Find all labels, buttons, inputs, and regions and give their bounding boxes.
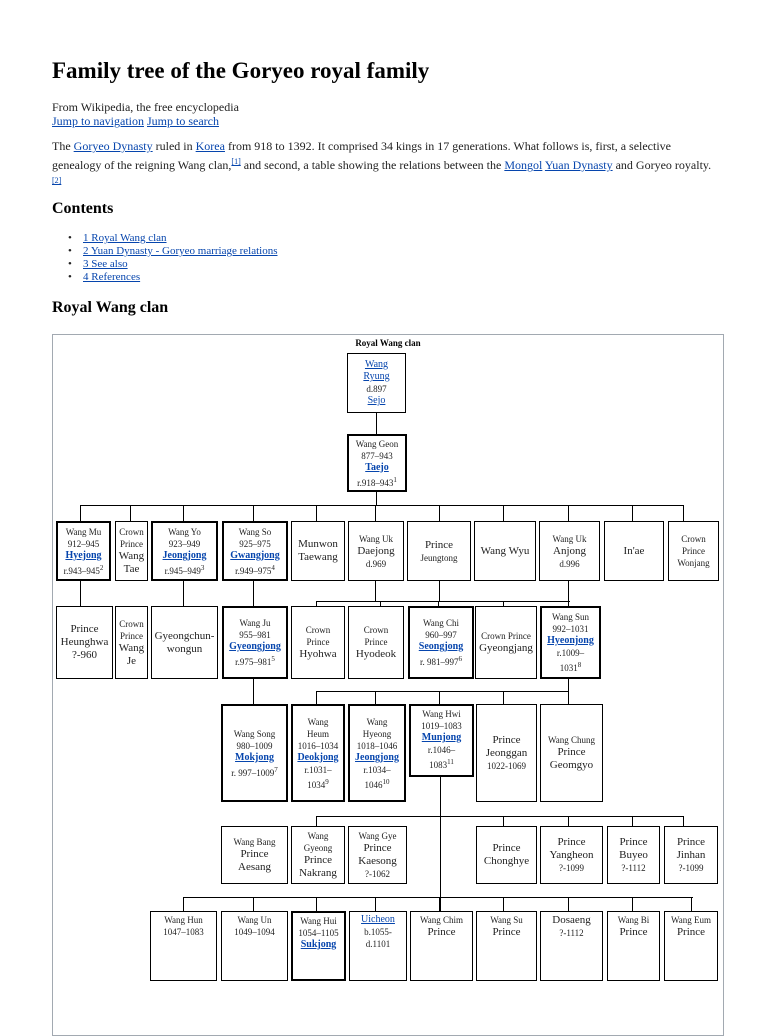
wang-heum-name-2: Heum bbox=[307, 728, 329, 739]
wang-chi-name: Wang Chi bbox=[422, 618, 460, 628]
wang-geon-reign bbox=[357, 474, 397, 489]
gyeongchun-name-1: Gyeongchun- bbox=[154, 629, 215, 642]
wang-je-name-2: Je bbox=[126, 654, 137, 667]
connector-line bbox=[440, 775, 441, 925]
wang-un-name: Wang Un bbox=[237, 915, 272, 925]
wang-sun-name: Wang Sun bbox=[551, 612, 590, 622]
node-wang-gye bbox=[348, 826, 407, 884]
hyohwa-title-1: Crown bbox=[305, 625, 331, 635]
node-wang-bi bbox=[607, 911, 660, 981]
hyodeok-name: Hyodeok bbox=[355, 648, 397, 660]
wang-ryung-link[interactable] bbox=[363, 359, 389, 383]
node-wang-hui bbox=[291, 911, 346, 981]
jinhan-title: Prince bbox=[676, 836, 706, 848]
section-heading-royal-wang-clan: Royal Wang clan bbox=[52, 299, 169, 316]
node-buyeo bbox=[607, 826, 660, 884]
wang-so-order: 4 bbox=[271, 563, 275, 572]
connector-line bbox=[316, 691, 317, 704]
hyodeok-title-2: Prince bbox=[364, 637, 388, 647]
heunghwa-name: Heunghwa bbox=[60, 636, 109, 648]
yangheon-name: Yangheon bbox=[549, 849, 594, 861]
wang-hyeong-reign-end-text: 1046 bbox=[364, 779, 383, 790]
gwangjong-link[interactable]: Gwangjong bbox=[230, 549, 280, 561]
buyeo-years: ?-1112 bbox=[621, 863, 646, 873]
korea-link[interactable]: Korea bbox=[195, 139, 225, 153]
wang-je-name-1: Wang bbox=[118, 641, 145, 654]
wang-gye-title: Prince bbox=[363, 842, 392, 854]
wang-su-name: Wang Su bbox=[490, 915, 523, 925]
connector-line bbox=[503, 691, 504, 704]
intro-paragraph bbox=[52, 138, 712, 192]
toc-link-references[interactable]: 4 References bbox=[83, 271, 141, 283]
wang-mu-name: Wang Mu bbox=[65, 526, 102, 537]
connector-line bbox=[439, 897, 440, 911]
wang-heum-reign-end-text: 1034 bbox=[307, 779, 326, 790]
connector-line bbox=[183, 897, 693, 898]
wang-ju-name: Wang Ju bbox=[239, 618, 271, 628]
wang-chi-reign bbox=[420, 653, 462, 668]
wang-hyeong-reign: r.1034– bbox=[363, 764, 391, 775]
connector-line bbox=[691, 897, 692, 911]
wang-so-name: Wang So bbox=[238, 526, 272, 537]
wang-bang-name: Wang Bang bbox=[233, 837, 276, 847]
connector-line bbox=[375, 691, 376, 704]
connector-line bbox=[253, 505, 254, 521]
buyeo-name: Buyeo bbox=[619, 849, 648, 861]
node-wang-hun bbox=[150, 911, 217, 981]
node-wang-sun bbox=[540, 606, 601, 679]
toc-item bbox=[68, 258, 277, 271]
uicheon-birth: b.1055- bbox=[364, 927, 392, 937]
hyohwa-title-2: Prince bbox=[306, 637, 330, 647]
wang-ryung-name-2: Ryung bbox=[363, 371, 390, 382]
connector-line bbox=[568, 816, 569, 826]
yangheon-title: Prince bbox=[557, 836, 586, 848]
connector-line bbox=[440, 816, 441, 826]
wang-bi-title: Prince bbox=[619, 926, 648, 938]
wang-sun-order: 8 bbox=[577, 661, 582, 669]
wang-geon-years: 877–943 bbox=[361, 450, 393, 461]
wang-heum-reign: r.1031– bbox=[304, 764, 332, 775]
node-wang-eum bbox=[664, 911, 718, 981]
wang-tae-name-2: Tae bbox=[123, 563, 140, 575]
article-subheader bbox=[52, 100, 239, 128]
wang-song-order: 7 bbox=[274, 765, 278, 774]
wang-chi-years: 960–997 bbox=[425, 630, 457, 640]
wang-heum-name-1: Wang bbox=[307, 716, 329, 727]
wang-wyu-name: Wang Wyu bbox=[480, 544, 530, 557]
connector-line bbox=[183, 581, 184, 606]
intro-text: and second, a table showing the relations between the bbox=[240, 158, 505, 172]
connector-line bbox=[632, 505, 633, 521]
yangheon-years: ?-1099 bbox=[559, 863, 584, 873]
node-yangheon bbox=[540, 826, 603, 884]
connector-line bbox=[568, 679, 569, 691]
node-chonghye bbox=[476, 826, 537, 884]
connector-line bbox=[568, 691, 569, 704]
connector-line bbox=[316, 816, 317, 826]
intro-text: and Goryeo royalty. bbox=[612, 158, 712, 172]
connector-line bbox=[183, 505, 184, 521]
connector-line bbox=[380, 601, 570, 602]
wang-eum-title: Prince bbox=[676, 926, 706, 938]
wang-sun-years: 992–1031 bbox=[552, 624, 589, 634]
node-wang-so bbox=[222, 521, 288, 581]
connector-line bbox=[568, 505, 569, 521]
wang-ju-years: 955–981 bbox=[239, 630, 271, 640]
wang-su-title: Prince bbox=[492, 926, 521, 938]
wang-geon-reign-text: r.918–943 bbox=[357, 477, 394, 488]
uicheon-death: d.1101 bbox=[365, 939, 391, 949]
wang-heum-years: 1016–1034 bbox=[297, 740, 339, 751]
node-jeonggan bbox=[476, 704, 537, 802]
jinhan-name: Jinhan bbox=[676, 849, 706, 861]
intro-text: The bbox=[52, 139, 74, 153]
wang-hun-years: 1047–1083 bbox=[163, 927, 204, 937]
connector-line bbox=[376, 413, 377, 434]
wang-hyeong-years: 1018–1046 bbox=[356, 740, 398, 751]
taejo-link[interactable]: Taejo bbox=[365, 461, 389, 473]
wang-ju-order: 5 bbox=[271, 655, 275, 663]
node-wang-tae bbox=[115, 521, 148, 581]
node-dosaeng bbox=[540, 911, 603, 981]
wang-uk-anjong-title: Anjong bbox=[553, 544, 586, 557]
connector-line bbox=[439, 691, 440, 704]
wang-hwi-name: Wang Hwi bbox=[422, 709, 461, 719]
connector-line bbox=[375, 505, 376, 521]
node-wang-geon bbox=[347, 434, 407, 492]
connector-line bbox=[503, 897, 504, 911]
sejo-link[interactable]: Sejo bbox=[367, 395, 386, 406]
jeongjong-link[interactable]: Jeongjong bbox=[162, 549, 207, 561]
node-heunghwa bbox=[56, 606, 113, 679]
wang-song-name: Wang Song bbox=[233, 728, 276, 739]
yuan-dynasty-link[interactable]: Yuan Dynasty bbox=[544, 158, 613, 172]
wonjang-title-1: Crown bbox=[681, 534, 706, 544]
wang-eum-name: Wang Eum bbox=[670, 915, 712, 925]
connector-line bbox=[253, 581, 254, 606]
jeungtong-name: Jeungtong bbox=[420, 552, 458, 563]
wang-hyeong-name-1: Wang bbox=[366, 716, 388, 727]
wang-uk-anjong-death: d.996 bbox=[559, 558, 580, 569]
dosaeng-years: ?-1112 bbox=[559, 928, 584, 938]
node-wang-hwi bbox=[409, 704, 474, 777]
connector-line bbox=[253, 679, 254, 704]
node-wang-uk-daejong bbox=[348, 521, 404, 581]
wang-bi-name: Wang Bi bbox=[617, 915, 650, 925]
dosaeng-name: Dosaeng bbox=[552, 914, 591, 926]
deokjong-link[interactable]: Deokjong bbox=[297, 751, 339, 763]
wang-yo-reign bbox=[165, 562, 205, 577]
tree-caption: Royal Wang clan bbox=[355, 338, 421, 348]
connector-line bbox=[80, 505, 81, 521]
wang-gye-prince-name: Kaesong bbox=[358, 855, 397, 867]
munwon-title: Taewang bbox=[298, 551, 338, 563]
wang-sun-reign: r.1009– bbox=[556, 648, 585, 658]
wang-so-years: 925–975 bbox=[239, 538, 271, 549]
wang-ju-reign-text: r.975–981 bbox=[235, 657, 272, 667]
jump-to-navigation-link[interactable]: Jump to navigation bbox=[52, 114, 144, 128]
heunghwa-title: Prince bbox=[70, 623, 99, 635]
wang-tae-name-1: Wang bbox=[118, 550, 145, 562]
wang-yo-reign-text: r.945–949 bbox=[164, 565, 201, 576]
jeonggan-years: 1022-1069 bbox=[487, 761, 526, 771]
wang-gyeong-name-1: Wang bbox=[307, 831, 329, 841]
wang-uk-anjong-name: Wang Uk bbox=[552, 533, 587, 544]
jump-links bbox=[52, 114, 239, 128]
node-gyeongjang bbox=[475, 606, 537, 679]
node-hyodeok bbox=[348, 606, 404, 679]
node-wang-ju bbox=[222, 606, 288, 679]
wang-chim-name: Wang Chim bbox=[419, 915, 464, 925]
connector-line bbox=[503, 816, 504, 826]
connector-line bbox=[632, 816, 633, 826]
reference-2-link[interactable]: [2] bbox=[52, 176, 62, 185]
node-wang-gyeong bbox=[291, 826, 345, 884]
wang-gyeong-name-2: Gyeong bbox=[303, 843, 333, 853]
jeungtong-title: Prince bbox=[424, 538, 454, 551]
toc-link-royal-wang-clan[interactable]: 1 Royal Wang clan bbox=[83, 232, 167, 244]
wang-mu-reign bbox=[64, 562, 104, 577]
sukjong-link[interactable]: Sukjong bbox=[300, 939, 337, 950]
node-wang-song bbox=[221, 704, 288, 802]
table-of-contents bbox=[68, 232, 277, 284]
toc-item bbox=[68, 271, 277, 284]
wang-mu-years: 912–945 bbox=[67, 538, 100, 549]
wang-chung-name: Wang Chung bbox=[547, 735, 596, 745]
wang-song-reign-text: r. 997–1009 bbox=[231, 767, 275, 778]
wang-yo-order: 3 bbox=[200, 563, 205, 572]
connector-line bbox=[253, 897, 254, 911]
intro-text: from 918 to 1392. It comprised 34 kings in 17 generations. What follows is, first, a selective genealogy of the reigning Wang clan, bbox=[52, 139, 672, 172]
munwon-name: Munwon bbox=[298, 538, 338, 550]
jeonggan-name: Jeonggan bbox=[485, 747, 528, 759]
connector-line bbox=[375, 897, 376, 911]
wang-tae-title-2: Prince bbox=[120, 539, 143, 549]
node-wang-je bbox=[115, 606, 148, 679]
wang-chi-order: 6 bbox=[458, 655, 462, 663]
wang-hui-name: Wang Hui bbox=[300, 916, 337, 926]
wang-hyeong-name-2: Hyeong bbox=[362, 728, 392, 739]
wang-yo-years: 923–949 bbox=[168, 538, 201, 549]
connector-line bbox=[632, 897, 633, 911]
node-wang-chi bbox=[408, 606, 474, 679]
wang-mu-order: 2 bbox=[99, 563, 104, 572]
gyeongchun-name-2: wongun bbox=[166, 642, 203, 655]
node-hyohwa bbox=[291, 606, 345, 679]
wang-hyeong-reign-end bbox=[365, 776, 390, 791]
gyeongjong-link[interactable]: Gyeongjong bbox=[229, 641, 281, 652]
wang-uk-daejong-name: Wang Uk bbox=[358, 533, 394, 544]
jeonggan-title: Prince bbox=[492, 734, 521, 746]
wang-tae-title-1: Crown bbox=[119, 527, 144, 537]
node-wang-uk-anjong bbox=[539, 521, 600, 581]
gyeongjang-title: Crown Prince bbox=[481, 631, 531, 641]
wang-ryung-death: d.897 bbox=[366, 384, 387, 394]
connector-line bbox=[316, 816, 440, 817]
wang-so-reign-text: r.949–975 bbox=[235, 565, 272, 576]
wang-chi-reign-text: r. 981–997 bbox=[419, 657, 459, 667]
wang-bang-title: Prince bbox=[240, 848, 269, 860]
node-munwon bbox=[291, 521, 345, 581]
family-tree-chart bbox=[52, 334, 724, 1036]
gyeongjang-name: Gyeongjang bbox=[479, 642, 533, 654]
wang-song-years: 980–1009 bbox=[236, 740, 273, 751]
node-jinhan bbox=[664, 826, 718, 884]
node-wang-un bbox=[221, 911, 288, 981]
wang-hwi-order: 11 bbox=[447, 758, 454, 766]
connector-line bbox=[376, 491, 377, 505]
connector-line bbox=[130, 505, 131, 521]
wang-heum-reign-end bbox=[307, 776, 329, 791]
connector-line bbox=[568, 581, 569, 606]
connector-line bbox=[183, 897, 184, 911]
connector-line bbox=[80, 581, 81, 606]
wang-hun-name: Wang Hun bbox=[164, 915, 203, 925]
wang-geon-name: Wang Geon bbox=[355, 438, 399, 449]
wang-sun-reign-end-text: 1031 bbox=[559, 663, 578, 673]
wang-un-years: 1049–1094 bbox=[234, 927, 275, 937]
wang-hwi-years: 1019–1083 bbox=[421, 721, 462, 731]
heunghwa-years: ?-960 bbox=[71, 649, 98, 661]
connector-line bbox=[683, 505, 684, 521]
wang-chung-prince-name: Geomgyo bbox=[549, 759, 594, 771]
wang-chim-title: Prince bbox=[427, 926, 456, 938]
connector-line bbox=[316, 505, 317, 521]
chonghye-title: Prince bbox=[492, 842, 521, 854]
node-wonjang bbox=[668, 521, 719, 581]
jeongjong-2-link[interactable]: Jeongjong bbox=[355, 751, 399, 763]
wang-je-title-1: Crown bbox=[119, 618, 144, 629]
wang-heum-order: 9 bbox=[325, 777, 329, 786]
connector-line bbox=[683, 816, 684, 826]
mongol-link[interactable]: Mongol bbox=[504, 158, 543, 172]
contents-heading: Contents bbox=[52, 200, 114, 217]
connector-line bbox=[316, 691, 568, 692]
wang-so-reign bbox=[235, 562, 275, 577]
intro-text: ruled in bbox=[152, 139, 196, 153]
seongjong-link[interactable]: Seongjong bbox=[418, 641, 464, 652]
node-jeungtong bbox=[407, 521, 471, 581]
connector-line bbox=[440, 816, 683, 817]
node-wang-chim bbox=[410, 911, 473, 981]
node-wang-yo bbox=[151, 521, 218, 581]
wang-gye-years: ?-1062 bbox=[365, 869, 390, 879]
hyohwa-name: Hyohwa bbox=[299, 648, 337, 660]
node-uicheon bbox=[349, 911, 407, 981]
wang-gye-name: Wang Gye bbox=[358, 831, 397, 841]
goryeo-dynasty-link[interactable]: Goryeo Dynasty bbox=[73, 139, 153, 153]
uicheon-link[interactable]: Uicheon bbox=[361, 914, 395, 925]
wang-hui-years: 1054–1105 bbox=[298, 928, 339, 938]
node-inae bbox=[604, 521, 664, 581]
node-wang-wyu bbox=[474, 521, 536, 581]
wang-ryung-name-1: Wang bbox=[364, 359, 389, 370]
node-wang-bang bbox=[221, 826, 288, 884]
jinhan-years: ?-1099 bbox=[678, 863, 704, 873]
toc-item bbox=[68, 232, 277, 245]
wonjang-title-2: Prince bbox=[682, 546, 705, 556]
from-wikipedia-text: From Wikipedia, the free encyclopedia bbox=[52, 100, 239, 114]
node-wang-mu bbox=[56, 521, 111, 581]
munjong-link[interactable]: Munjong bbox=[421, 732, 462, 743]
wang-ju-reign bbox=[235, 653, 275, 668]
connector-line bbox=[503, 505, 504, 521]
wang-sun-reign-end bbox=[560, 659, 582, 674]
toc-link-yuan-goryeo[interactable]: 2 Yuan Dynasty - Goryeo marriage relations bbox=[83, 245, 278, 257]
wang-song-reign bbox=[231, 764, 278, 779]
jump-to-search-link[interactable]: Jump to search bbox=[147, 114, 219, 128]
toc-item bbox=[68, 245, 277, 258]
wang-geon-order: 1 bbox=[393, 475, 397, 484]
wang-hwi-reign-end-text: 1083 bbox=[429, 760, 448, 770]
node-wang-su bbox=[476, 911, 537, 981]
toc-link-see-also[interactable]: 3 See also bbox=[83, 258, 128, 270]
hyejong-link[interactable]: Hyejong bbox=[65, 549, 102, 561]
hyeonjong-link[interactable]: Hyeonjong bbox=[547, 635, 594, 646]
wang-mu-reign-text: r.943–945 bbox=[63, 565, 100, 576]
node-wang-ryung bbox=[347, 353, 406, 413]
wang-hyeong-order: 10 bbox=[382, 777, 390, 786]
connector-line bbox=[375, 581, 376, 601]
connector-line bbox=[316, 897, 317, 911]
reference-1-link[interactable]: [1] bbox=[231, 157, 241, 166]
connector-line bbox=[80, 505, 683, 506]
buyeo-title: Prince bbox=[619, 836, 648, 848]
mokjong-link[interactable]: Mokjong bbox=[235, 751, 274, 763]
inae-name: In'ae bbox=[623, 544, 645, 557]
page-title: Family tree of the Goryeo royal family bbox=[52, 58, 430, 83]
wang-chung-title: Prince bbox=[557, 746, 586, 758]
wang-hwi-reign-end bbox=[429, 756, 454, 771]
wang-uk-daejong-death: d.969 bbox=[365, 558, 387, 569]
wang-bang-prince-name: Aesang bbox=[238, 861, 271, 873]
wang-yo-name: Wang Yo bbox=[168, 526, 201, 537]
wang-gyeong-title: Prince bbox=[303, 854, 333, 866]
node-wang-chung bbox=[540, 704, 603, 802]
connector-line bbox=[439, 505, 440, 521]
wonjang-name: Wonjang bbox=[677, 558, 710, 568]
node-wang-hyeong bbox=[348, 704, 406, 802]
wang-hwi-reign: r.1046– bbox=[427, 745, 456, 755]
node-wang-heum bbox=[291, 704, 345, 802]
chonghye-name: Chonghye bbox=[483, 855, 530, 867]
wang-uk-daejong-title: Daejong bbox=[357, 544, 395, 557]
hyodeok-title-1: Crown bbox=[363, 625, 389, 635]
node-gyeongchun bbox=[151, 606, 218, 679]
wang-je-title-2: Prince bbox=[120, 630, 143, 641]
wang-gyeong-prince-name: Nakrang bbox=[299, 867, 337, 879]
connector-line bbox=[439, 581, 440, 601]
connector-line bbox=[568, 897, 569, 911]
